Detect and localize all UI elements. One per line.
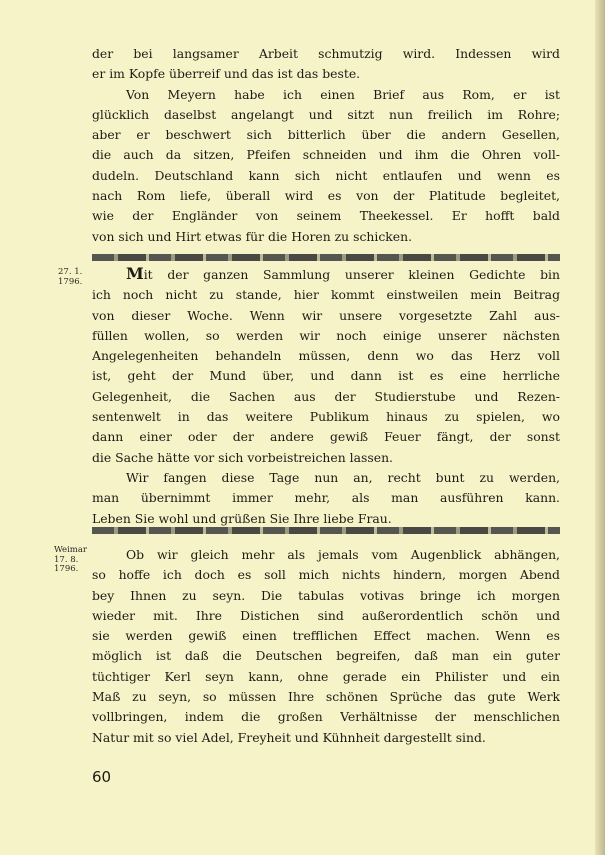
- margin-date-note: 27. 1. 1796.: [58, 267, 83, 287]
- paragraph-block-3: [92, 545, 560, 748]
- section-divider: [92, 254, 560, 261]
- text-line: füllen wollen, so werden wir noch einige unserer nächsten: [92, 327, 560, 343]
- text-line: Angelegenheiten behandeln müssen, denn wo das Herz voll: [92, 348, 560, 364]
- text-line: glücklich daselbst angelangt und sitzt nun freilich im Rohre;: [92, 106, 560, 122]
- text-line: dudeln. Deutschland kann sich nicht entlaufen und wenn es: [92, 167, 560, 183]
- text-line: möglich ist daß die Deutschen begreifen, daß man ein guter: [92, 648, 560, 664]
- text-line: bey Ihnen zu seyn. Die tabulas votivas bringe ich morgen: [92, 587, 560, 603]
- text-line: wieder mit. Ihre Distichen sind außerordentlich schön und: [92, 607, 560, 623]
- text-line: die auch da sitzen, Pfeifen schneiden und ihm die Ohren voll-: [92, 147, 560, 163]
- paragraph-block-1: [92, 44, 560, 247]
- text-line: Wir fangen diese Tage nun an, recht bunt zu werden,: [126, 469, 560, 485]
- text-line: nach Rom liefe, überall wird es von der Platitude begleitet,: [92, 188, 560, 204]
- text-line: Mit der ganzen Sammlung unserer kleinen Gedichte bin: [126, 264, 560, 283]
- text-line: von sich und Hirt etwas für die Horen zu schicken.: [92, 228, 413, 244]
- text-line: von dieser Woche. Wenn wir unsere vorgesetzte Zahl aus-: [92, 307, 560, 323]
- margin-place-date-note: Weimar 17. 8. 1796.: [54, 545, 87, 574]
- text-line: wie der Engländer von seinem Theekessel. Er hofft bald: [92, 208, 560, 224]
- text-line: Von Meyern habe ich einen Brief aus Rom, er ist: [126, 86, 560, 102]
- text-line: sentenwelt in das weitere Publikum hinaus zu spielen, wo: [92, 409, 560, 425]
- section-divider: [92, 527, 560, 534]
- text-line: Leben Sie wohl und grüßen Sie Ihre liebe Frau.: [92, 510, 392, 526]
- text-line: er im Kopfe überreif und das ist das beste.: [92, 66, 361, 82]
- text-line: sie werden gewiß einen trefflichen Effect machen. Wenn es: [92, 628, 560, 644]
- text-line: die Sache hätte vor sich vorbeistreichen lassen.: [92, 449, 393, 465]
- text-line: vollbringen, indem die großen Verhältnisse der menschlichen: [92, 709, 560, 725]
- text-line: man übernimmt immer mehr, als man ausführen kann.: [92, 490, 560, 506]
- text-line: Maß zu seyn, so müssen Ihre schönen Sprüche das gute Werk: [92, 689, 560, 705]
- text-line: der bei langsamer Arbeit schmutzig wird. Indessen wird: [92, 46, 560, 61]
- text-line: Natur mit so viel Adel, Freyheit und Kühnheit dargestellt sind.: [92, 729, 486, 745]
- paragraph-block-2: [92, 264, 560, 529]
- text-line: Gelegenheit, die Sachen aus der Studierstube und Rezen-: [92, 388, 560, 404]
- page-edge: [595, 0, 605, 855]
- initial-letter: M: [126, 264, 144, 283]
- text-line: tüchtiger Kerl seyn kann, ohne gerade ein Philister und ein: [92, 668, 560, 684]
- text-line: aber er beschwert sich bitterlich über die andern Gesellen,: [92, 127, 560, 143]
- text-line: Ob wir gleich mehr als jemals vom Augenblick abhängen,: [126, 547, 560, 562]
- text-line: ist, geht der Mund über, und dann ist es eine herrliche: [92, 368, 560, 384]
- text-line: dann einer oder der andere gewiß Feuer fängt, der sonst: [92, 429, 560, 445]
- page-number: 60: [92, 768, 112, 786]
- text-line: so hoffe ich doch es soll mich nichts hindern, morgen Abend: [92, 567, 560, 583]
- text-line: ich noch nicht zu stande, hier kommt einstweilen mein Beitrag: [92, 287, 560, 303]
